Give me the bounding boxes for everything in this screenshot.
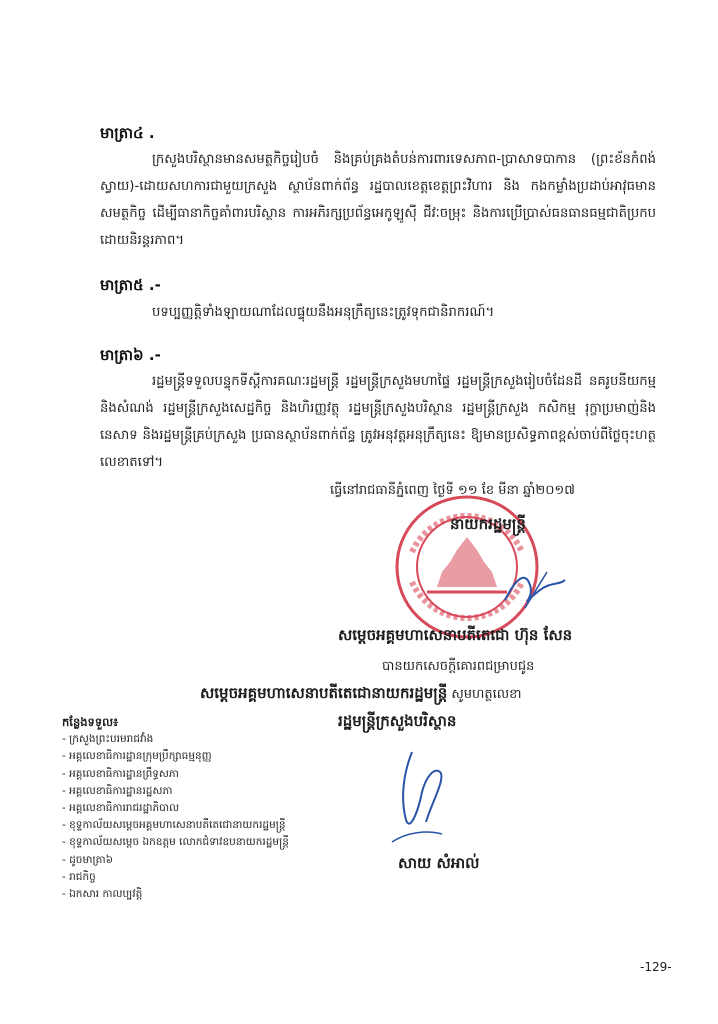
recipient-item: - រាជកិច្ច [62, 869, 289, 886]
article-5-text: បទប្បញ្ញត្តិទាំងឡាយណាដែលផ្ទុយនឹងអនុក្រឹត្យនេះត្រូវទុកជានិរាករណ៍។ [152, 305, 495, 320]
article-4-text: ក្រសួងបរិស្ថានមានសមត្ថកិច្ចរៀបចំ និងគ្រប់គ្រងតំបន់ការពារទេសភាព-ប្រាសាទបាកាន (ព្រះខ័នកំពង់ស្វាយ)-ដោយសហការជាមួយក្រសួង ស្ថាប័នពាក់ព័ន្ធ រដ្ឋបាលខេត្តខេត្តព្រះវិហារ និង កងកម្លាំងប្រដាប់អាវុធមានសមត្ថកិច្ច ដើម្បីធានាកិច្ចគាំពារបរិស្ថាន ការអភិរក្សប្រព័ន្ធអេកូឡូស៊ី ជីវៈចម្រុះ និងការប្រើប្រាស់ធនធានធម្មជាតិប្រកបដោយនិរន្តរភាព។ [100, 152, 656, 248]
presented-to-line [200, 684, 522, 706]
recipient-item: - ដូចមាត្រា៦ [62, 852, 289, 869]
page-number: -129- [640, 960, 672, 974]
article-6-text: រដ្ឋមន្ត្រីទទួលបន្ទុកទីស្តីការគណៈរដ្ឋមន្ត្រី រដ្ឋមន្ត្រីក្រសួងមហាផ្ទៃ រដ្ឋមន្ត្រីក្រសួងរៀបចំដែនដី នគរូបនីយកម្ម និងសំណង់ រដ្ឋមន្ត្រីក្រសួងសេដ្ឋកិច្ច និងហិរញ្ញវត្ថុ រដ្ឋមន្ត្រីក្រសួងបរិស្ថាន រដ្ឋមន្ត្រីក្រសួង កសិកម្ម រុក្ខាប្រមាញ់និងនេសាទ និងរដ្ឋមន្ត្រីគ្រប់ក្រសួង ប្រធានស្ថាប័នពាក់ព័ន្ធ ត្រូវអនុវត្តអនុក្រឹត្យនេះ ឱ្យមានប្រសិទ្ធភាពខ្ពស់ចាប់ពីថ្ងៃចុះហត្ថលេខាតទៅ។ [100, 374, 656, 470]
presented-to-tail: សូមហត្ថលេខា [447, 687, 522, 702]
prime-minister-name: សម្តេចអគ្គមហាសេនាបតីតេជោ ហ៊ុន សែន [338, 626, 573, 644]
recipient-item: - ខុទ្ទកាល័យសម្តេចអគ្គមហាសេនាបតីតេជោនាយករដ្ឋមន្ត្រី [62, 817, 289, 834]
office-title: នាយករដ្ឋមន្ត្រី [450, 515, 526, 533]
recipient-item: - អគ្គលេខាធិការដ្ឋានរដ្ឋសភា [62, 783, 289, 800]
recipient-item: - អគ្គលេខាធិការដ្ឋានព្រឹទ្ធសភា [62, 766, 289, 783]
article-4-heading: មាត្រា៤ . [100, 124, 155, 142]
article-5-heading: មាត្រា៥ .- [100, 276, 161, 294]
presented-line: បានយកសេចក្តីគោរពជម្រាបជូន [382, 659, 535, 674]
prime-minister-signature [485, 560, 575, 620]
recipients-title: កន្លែងទទួល៖ [62, 715, 119, 729]
minister-signature [382, 742, 462, 852]
recipient-item: - ខុទ្ទកាល័យសម្តេច ឯកឧត្តម លោកជំទាវឧបនាយករដ្ឋមន្ត្រី [62, 834, 289, 851]
recipient-item: - អគ្គលេខាធិការរាជរដ្ឋាភិបាល [62, 800, 289, 817]
minister-title: រដ្ឋមន្ត្រីក្រសួងបរិស្ថាន [338, 712, 457, 730]
presented-to-name: សម្តេចអគ្គមហាសេនាបតីតេជោនាយករដ្ឋមន្ត្រី [200, 684, 448, 702]
recipients-list [62, 714, 289, 903]
recipient-item: - អគ្គលេខាធិការដ្ឋានក្រុមប្រឹក្សាធម្មនុញ្ញ [62, 748, 289, 765]
recipient-item: - ឯកសារ កាលប្បវត្តិ [62, 886, 289, 903]
minister-name: សាយ សំអាល់ [398, 854, 480, 872]
recipient-item: - ក្រសួងព្រះបរមរាជវាំង [62, 731, 289, 748]
date-line: ធ្វើនៅរាជធានីភ្នំពេញ ថ្ងៃទី ១១ ខែ មីនា ឆ្នាំ២០១៧ [330, 483, 575, 498]
article-6-heading: មាត្រា៦ .- [100, 346, 161, 364]
